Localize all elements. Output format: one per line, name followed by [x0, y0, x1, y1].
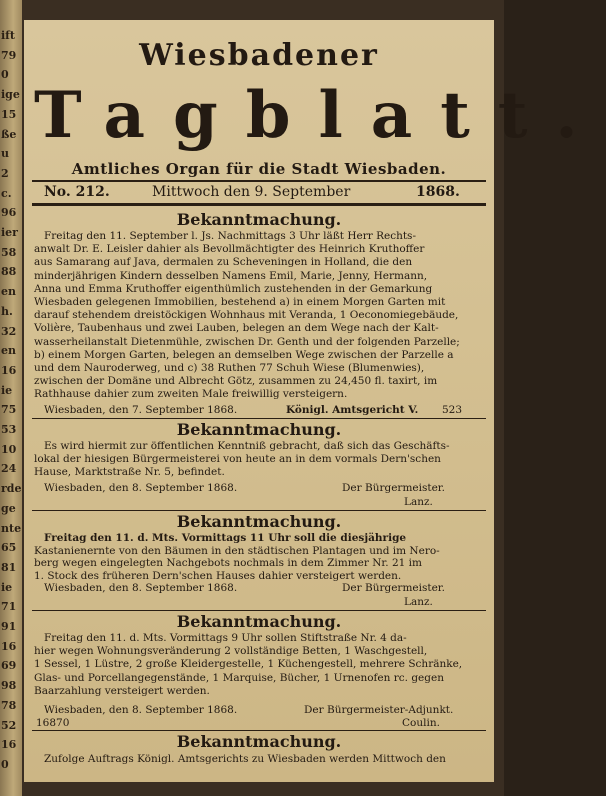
notice-place-date: Wiesbaden, den 8. September 1868.	[44, 482, 238, 494]
strip-fragment: 65	[1, 541, 17, 555]
strip-fragment: 16	[1, 363, 17, 377]
strip-fragment: ie	[1, 383, 13, 397]
strip-fragment: ift	[1, 29, 15, 42]
notice-number: 523	[442, 404, 463, 416]
strip-fragment: 10	[1, 442, 17, 456]
notice-signatory: Coulin.	[402, 717, 440, 729]
rule	[32, 418, 486, 419]
notice-line: hier wegen Wohnungsveränderung 2 vollständige Betten, 1 Waschgestell,	[34, 645, 428, 658]
notice-heading: Bekanntmachung.	[176, 512, 342, 531]
notice-line: 1 Sessel, 1 Lüstre, 2 große Kleidergestelle, 1 Küchengestell, mehrere Schränke,	[34, 658, 463, 671]
notice-number: 16870	[36, 717, 70, 729]
issue-number: No. 212.	[44, 184, 110, 200]
strip-fragment: nte	[1, 521, 22, 535]
rule	[32, 203, 486, 206]
strip-fragment: 2	[1, 166, 9, 180]
strip-fragment: 79	[1, 48, 17, 62]
notice-line: und dem Nauroderweg, und c) 38 Ruthen 77 Schuh Wiese (Blumenwies),	[34, 362, 425, 374]
notice-line: Baarzahlung versteigert werden.	[34, 684, 210, 697]
notice-line: Glas- und Porcellangegenstände, 1 Marquise, Bücher, 1 Urnenofen rc. gegen	[34, 671, 444, 684]
masthead-line-1: Wiesbadener	[139, 38, 379, 73]
notice-line: zwischen der Domäne und Albrecht Götz, zusammen zu 24,450 fl. taxirt, im	[34, 375, 438, 388]
notice-line: berg wegen eingelegten Nachgebots nochmals in dem Zimmer Nr. 21 im	[34, 557, 422, 570]
strip-fragment: ier	[1, 226, 18, 239]
notice-place-date: Wiesbaden, den 7. September 1868.	[44, 404, 238, 416]
strip-fragment: 52	[1, 718, 17, 732]
strip-fragment: 24	[1, 462, 17, 476]
strip-fragment: 91	[1, 620, 17, 633]
notice-line: Volière, Taubenhaus und zwei Lauben, belegen an dem Wege nach der Kalt-	[34, 322, 439, 335]
strip-fragment: ige	[1, 88, 20, 102]
notice-line: Kastanienernte von den Bäumen in den städtischen Plantagen und im Nero-	[34, 544, 440, 557]
notice-line: Freitag den 11. d. Mts. Vormittags 9 Uhr sollen Stiftstraße Nr. 4 da-	[44, 632, 407, 644]
strip-fragment: 78	[1, 698, 17, 712]
strip-fragment: u	[1, 147, 9, 161]
masthead-organ: Amtliches Organ für die Stadt Wiesbaden.	[71, 160, 447, 178]
issue-date: Mittwoch den 9. September	[152, 184, 351, 200]
notice-line: Rathhause dahier zum zweiten Male freiwillig versteigern.	[34, 388, 348, 401]
strip-fragment: 53	[1, 423, 17, 436]
notice-line: Wiesbaden gelegenen Immobilien, bestehend a) in einem Morgen Garten mit	[34, 296, 446, 308]
strip-fragment: 0	[1, 68, 9, 82]
strip-fragment: ie	[1, 580, 13, 594]
notice-line: Freitag den 11. September l. Js. Nachmittags 3 Uhr läßt Herr Rechts-	[44, 230, 416, 242]
strip-fragment: 15	[1, 107, 17, 121]
strip-fragment: 16	[1, 738, 17, 752]
strip-fragment: 71	[1, 600, 17, 614]
rule	[32, 180, 486, 182]
notice-heading: Bekanntmachung.	[176, 210, 342, 229]
strip-fragment: 96	[1, 206, 17, 220]
notice-line: Zufolge Auftrags Königl. Amtsgerichts zu Wiesbaden werden Mittwoch den	[44, 753, 446, 765]
notice-signature: Der Bürgermeister.	[342, 582, 445, 594]
notice-signatory: Lanz.	[404, 596, 433, 608]
strip-fragment: en	[1, 344, 16, 358]
notice-line: Es wird hiermit zur öffentlichen Kenntniß gebracht, daß sich das Geschäfts-	[44, 440, 450, 452]
notice-heading: Bekanntmachung.	[176, 420, 342, 439]
strip-fragment: 16	[1, 639, 17, 653]
issue-year: 1868.	[416, 184, 460, 200]
notice-signature: Der Bürgermeister.	[342, 482, 445, 494]
strip-fragment: c.	[1, 186, 12, 200]
notice-line: minderjährigen Kindern desselben Namens Emil, Marie, Jenny, Hermann,	[34, 269, 428, 282]
strip-fragment: 98	[1, 679, 17, 693]
newspaper-page	[24, 20, 606, 782]
rule	[32, 730, 486, 731]
notice-line: lokal der hiesigen Bürgermeisterei von heute an in dem vormals Dern'schen	[34, 453, 441, 466]
rule	[32, 610, 486, 611]
strip-fragment: rde	[1, 482, 22, 496]
notice-heading: Bekanntmachung.	[176, 612, 342, 631]
notice-line: Hause, Marktstraße Nr. 5, befindet.	[34, 466, 225, 479]
notice-line: Anna und Emma Kruthoffer eigenthümlich zustehenden in der Gemarkung	[34, 282, 433, 295]
strip-fragment: ge	[1, 501, 16, 515]
notice-line: 1. Stock des früheren Dern'schen Hauses dahier versteigert werden.	[34, 569, 402, 582]
strip-fragment: h.	[1, 304, 13, 318]
notice-signature: Königl. Amtsgericht V.	[286, 404, 419, 416]
strip-fragment: 69	[1, 659, 17, 673]
strip-fragment: 58	[1, 245, 17, 259]
notice-line: anwalt Dr. E. Leisler dahier als Bevollmächtigter des Heinrich Kruthoffer	[34, 243, 425, 256]
notice-heading: Bekanntmachung.	[176, 732, 342, 751]
adjacent-page-strip	[0, 0, 22, 796]
notice-line: Freitag den 11. d. Mts. Vormittags 11 Uhr soll die diesjährige	[44, 532, 407, 544]
strip-fragment: 0	[1, 757, 9, 771]
notice-line: aus Samarang auf Java, dermalen zu Scheveningen in Holland, die den	[34, 256, 413, 269]
strip-fragment: 81	[1, 560, 17, 574]
strip-fragment: 88	[1, 265, 17, 279]
notice-signatory: Lanz.	[404, 496, 433, 508]
notice-place-date: Wiesbaden, den 8. September 1868.	[44, 582, 238, 594]
masthead-title: Tagblatt.	[34, 78, 606, 153]
notice-signature: Der Bürgermeister-Adjunkt.	[304, 704, 454, 716]
strip-fragment: ße	[1, 127, 17, 141]
notice-line: b) einem Morgen Garten, belegen an demselben Wege zwischen der Parzelle a	[34, 348, 454, 361]
notice-line: darauf stehendem dreistöckigen Wohnhaus mit Veranda, 1 Oeconomiegebäude,	[34, 309, 459, 322]
notice-place-date: Wiesbaden, den 8. September 1868.	[44, 704, 238, 716]
strip-fragment: 75	[1, 403, 17, 417]
notice-line: wasserheilanstalt Dietenmühle, zwischen Dr. Genth und der folgenden Parzelle;	[34, 335, 460, 348]
strip-fragment: en	[1, 285, 16, 299]
strip-fragment: 32	[1, 324, 17, 338]
rule	[32, 510, 486, 511]
